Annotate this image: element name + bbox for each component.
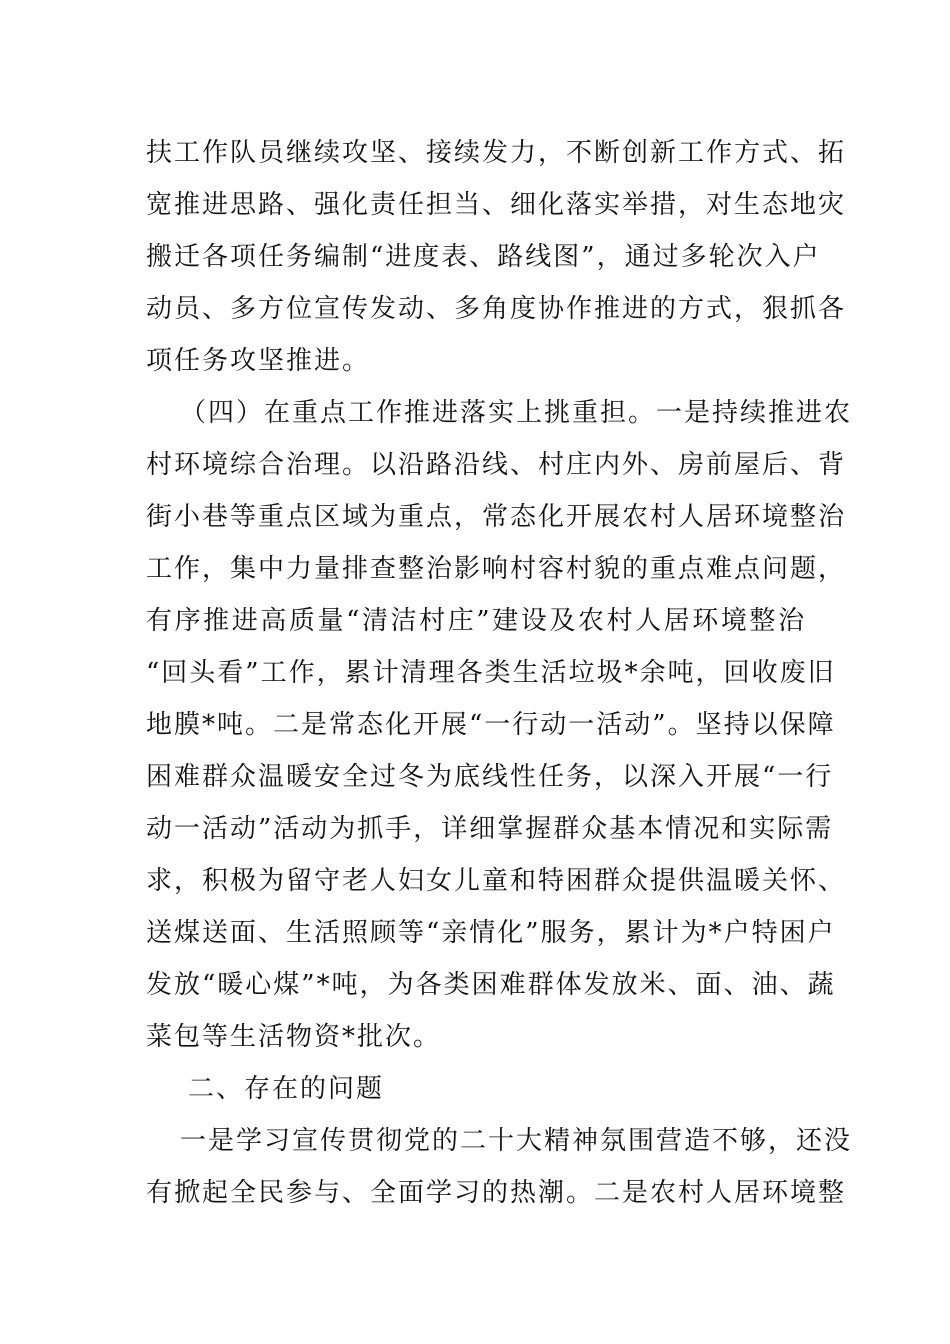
section-two-heading: 二、存在的问题 xyxy=(188,1074,385,1104)
paragraph-line: 动一活动”活动为抓手，详细掌握群众基本情况和实际需 xyxy=(146,814,834,844)
paragraph-line: 地膜*吨。二是常态化开展“一行动一活动”。坚持以保障 xyxy=(146,710,836,740)
paragraph-line: 有掀起全民参与、全面学习的热潮。二是农村人居环境整 xyxy=(146,1178,847,1208)
paragraph-line: 送煤送面、生活照顾等“亲情化”服务，累计为*户特困户 xyxy=(146,918,836,948)
paragraph-line: 求，积极为留守老人妇女儿童和特困群众提供温暖关怀、 xyxy=(146,866,847,896)
paragraph-line: 项任务攻坚推进。 xyxy=(146,346,371,376)
paragraph-line: 宽推进思路、强化责任担当、细化落实举措，对生态地灾 xyxy=(146,190,847,220)
paragraph-line: 一是学习宣传贯彻党的二十大精神氛围营造不够，还没 xyxy=(180,1126,853,1156)
paragraph-line: 困难群众温暖安全过冬为底线性任务，以深入开展“一行 xyxy=(146,762,834,792)
paragraph-line: 发放“暖心煤”*吨，为各类困难群体发放米、面、油、蔬 xyxy=(146,970,836,1000)
paragraph-line: “回头看”工作，累计清理各类生活垃圾*余吨，回收废旧 xyxy=(146,658,836,688)
paragraph-line: 工作，集中力量排查整治影响村容村貌的重点难点问题， xyxy=(146,554,847,584)
paragraph-line: 搬迁各项任务编制“进度表、路线图”，通过多轮次入户 xyxy=(146,242,821,272)
paragraph-line: 有序推进高质量“清洁村庄”建设及农村人居环境整治 xyxy=(146,606,806,636)
document-body xyxy=(146,127,853,1219)
paragraph-line: 菜包等生活物资*批次。 xyxy=(146,1022,442,1052)
section-four-heading-line: （四）在重点工作推进落实上挑重担。一是持续推进农 xyxy=(180,398,853,428)
paragraph-line: 扶工作队员继续攻坚、接续发力，不断创新工作方式、拓 xyxy=(146,138,847,168)
paragraph-line: 村环境综合治理。以沿路沿线、村庄内外、房前屋后、背 xyxy=(146,450,847,480)
paragraph-line: 动员、多方位宣传发动、多角度协作推进的方式，狠抓各 xyxy=(146,294,847,324)
paragraph-line: 街小巷等重点区域为重点，常态化开展农村人居环境整治 xyxy=(146,502,847,532)
